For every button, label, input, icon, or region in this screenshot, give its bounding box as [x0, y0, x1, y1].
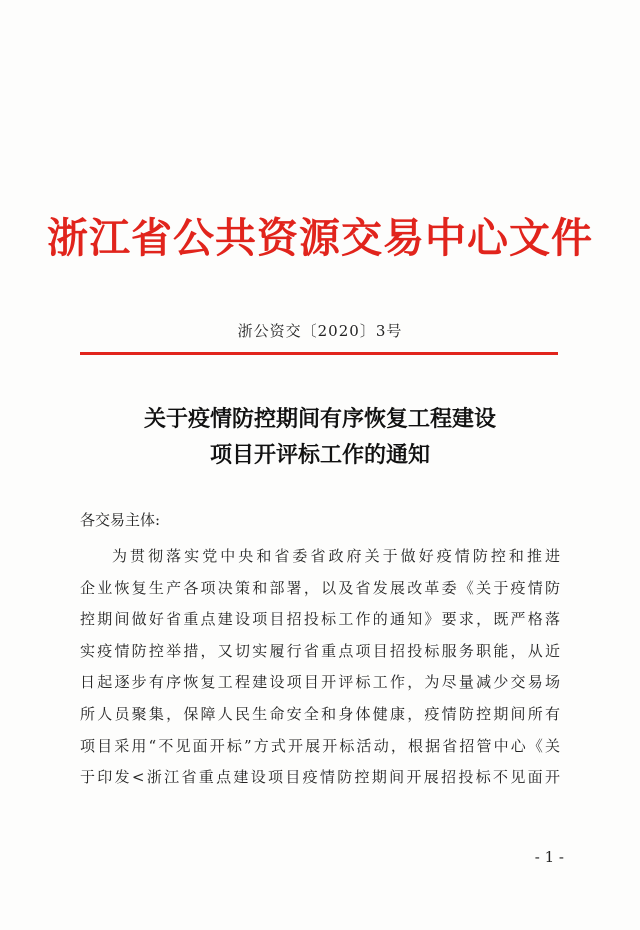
- body-line: 企业恢复生产各项决策和部署，以及省发展改革委《关于疫情防: [80, 578, 560, 597]
- body-line: 所人员聚集，保障人民生命安全和身体健康，疫情防控期间所有: [80, 704, 560, 723]
- body-line: 于印发<浙江省重点建设项目疫情防控期间开展招投标不见面开: [80, 768, 560, 787]
- notice-title-line-1: 关于疫情防控期间有序恢复工程建设: [143, 407, 496, 432]
- body-line: 实疫情防控举措，又切实履行省重点项目招投标服务职能，从近: [80, 641, 560, 660]
- body-line: 日起逐步有序恢复工程建设项目开评标工作，为尽量减少交易场: [80, 673, 560, 692]
- red-divider-line: [80, 352, 558, 355]
- notice-body: [80, 541, 560, 794]
- notice-title-line-2: 项目开评标工作的通知: [209, 443, 430, 468]
- notice-title: [0, 402, 640, 474]
- body-line: 为贯彻落实党中央和省委省政府关于做好疫情防控和推进: [112, 547, 560, 565]
- body-line: 控期间做好省重点建设项目招投标工作的通知》要求，既严格落: [80, 610, 560, 629]
- body-line: 项目采用“不见面开标”方式开展开标活动，根据省招管中心《关: [80, 736, 560, 755]
- issuer-header-title: 浙江省公共资源交易中心文件: [47, 214, 593, 262]
- document-number: 浙公资交〔2020〕3号: [237, 322, 403, 340]
- addressee: 各交易主体:: [80, 511, 161, 529]
- page-number: - 1 -: [534, 848, 564, 866]
